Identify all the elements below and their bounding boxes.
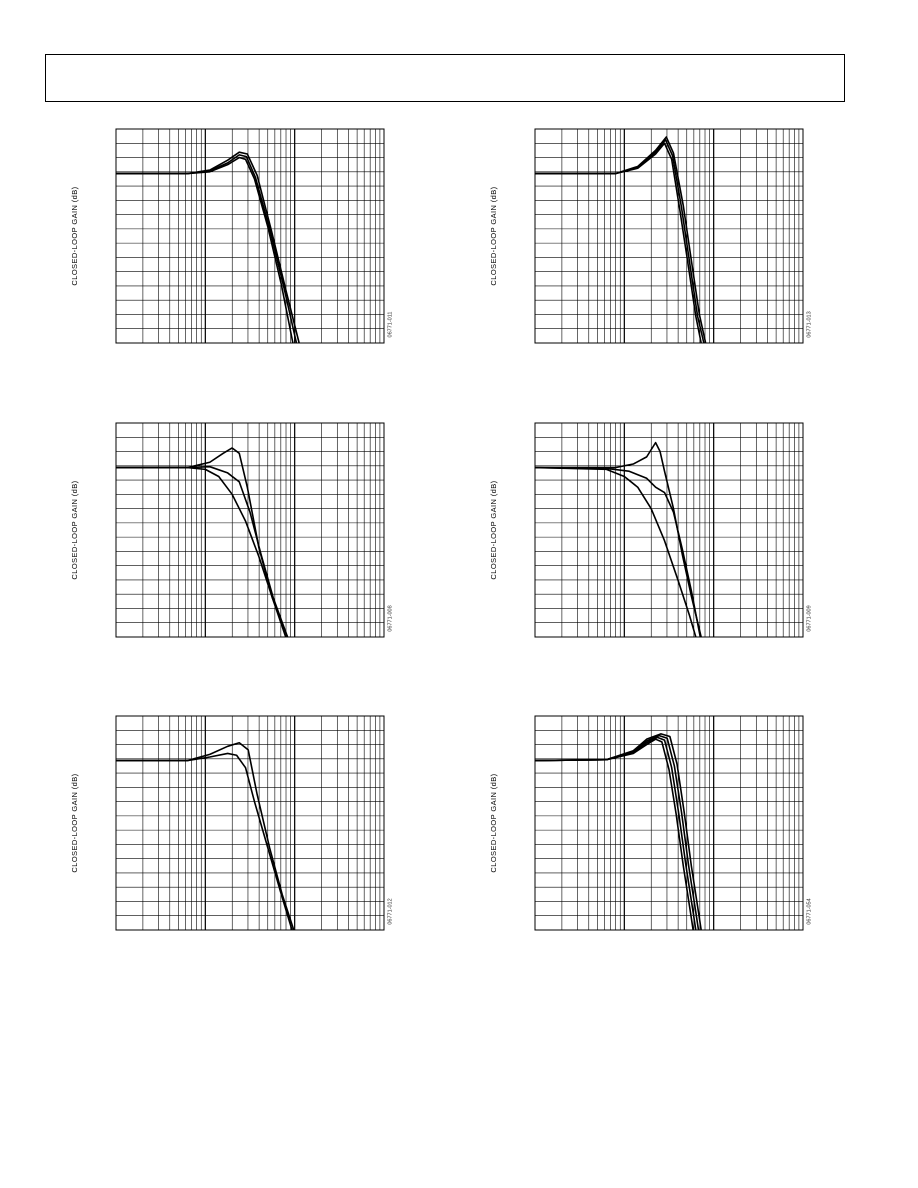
figure-id: 06771-008 xyxy=(387,605,394,632)
series-line-2 xyxy=(535,140,704,343)
figure-id: 06771-054 xyxy=(806,898,813,925)
plot-frame xyxy=(535,129,803,343)
y-axis-label: CLOSED-LOOP GAIN (dB) xyxy=(70,186,79,286)
series-line-1 xyxy=(116,158,293,343)
series-line-1 xyxy=(116,753,292,930)
chart-plot xyxy=(534,715,804,931)
chart-plot xyxy=(115,422,385,638)
plot-area xyxy=(535,129,803,343)
y-axis-label: CLOSED-LOOP GAIN (dB) xyxy=(70,773,79,873)
plot-frame xyxy=(116,716,384,930)
plot-area xyxy=(535,716,803,930)
plot-area xyxy=(116,716,384,930)
figure-id: 06771-012 xyxy=(387,898,394,925)
figure-id: 06771-011 xyxy=(387,311,394,338)
y-axis-label: CLOSED-LOOP GAIN (dB) xyxy=(489,186,498,286)
y-axis-label: CLOSED-LOOP GAIN (dB) xyxy=(489,480,498,580)
chart-plot xyxy=(534,128,804,344)
y-axis-label: CLOSED-LOOP GAIN (dB) xyxy=(70,480,79,580)
y-axis-label: CLOSED-LOOP GAIN (dB) xyxy=(489,773,498,873)
series-line-4 xyxy=(535,734,701,930)
plot-frame xyxy=(116,423,384,637)
chart-plot xyxy=(115,715,385,931)
page-header-box xyxy=(45,54,845,102)
figure-id: 06771-009 xyxy=(806,605,813,632)
plot-frame xyxy=(535,423,803,637)
plot-area xyxy=(116,129,384,343)
series-line-3 xyxy=(535,443,701,637)
plot-area xyxy=(116,423,384,637)
series-line-2 xyxy=(535,468,700,637)
chart-plot xyxy=(115,128,385,344)
chart-plot xyxy=(534,422,804,638)
series-line-3 xyxy=(535,736,698,930)
plot-area xyxy=(535,423,803,637)
series-line-2 xyxy=(116,467,288,637)
figure-id: 06771-013 xyxy=(806,311,813,338)
